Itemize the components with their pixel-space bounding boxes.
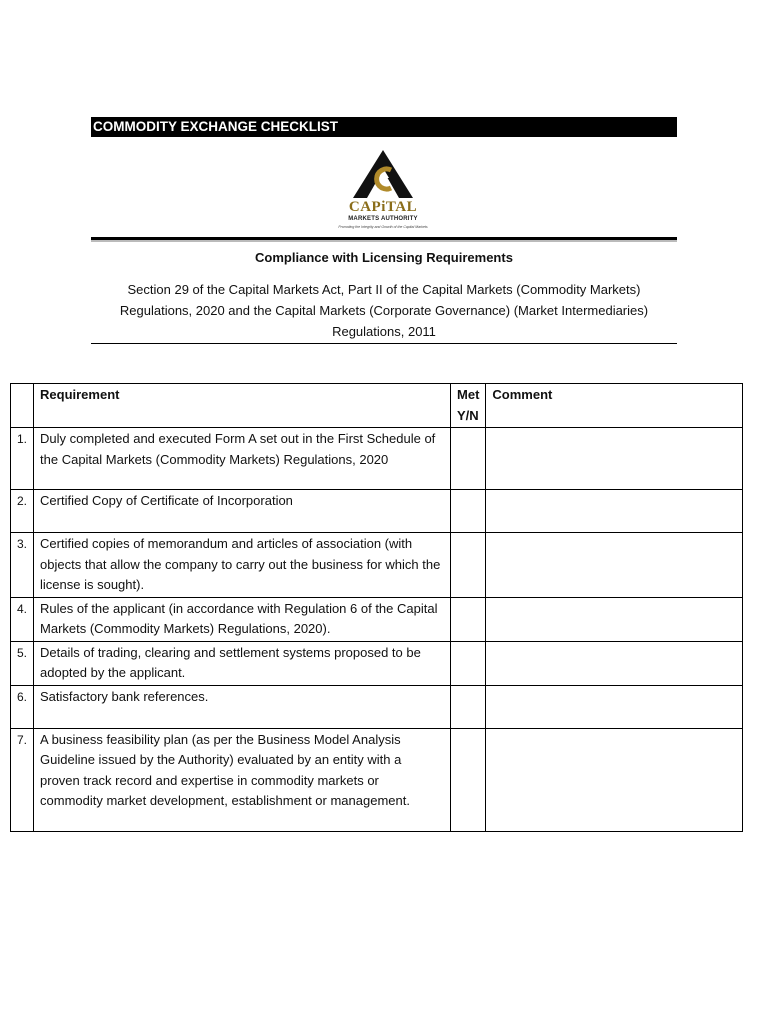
row-number: 2.	[11, 490, 34, 533]
row-requirement: Details of trading, clearing and settlement systems proposed to be adopted by the applicant.	[34, 641, 451, 685]
requirements-table	[10, 383, 743, 832]
row-met-cell[interactable]	[451, 728, 486, 831]
logo-subtitle: MARKETS AUTHORITY	[348, 216, 418, 222]
document-title: COMMODITY EXCHANGE CHECKLIST	[91, 117, 677, 137]
row-met-cell[interactable]	[451, 428, 486, 490]
row-comment-cell[interactable]	[486, 641, 743, 685]
section-subtitle: Section 29 of the Capital Markets Act, Part II of the Capital Markets (Commodity Markets) Regulations, 2020 and the Capital Markets (Corporate Governance) (Market Intermediaries) Regulations, 2011	[119, 282, 649, 339]
row-requirement: Certified Copy of Certificate of Incorporation	[34, 490, 451, 533]
row-met-cell[interactable]	[451, 597, 486, 641]
row-comment-cell[interactable]	[486, 728, 743, 831]
row-comment-cell[interactable]	[486, 597, 743, 641]
row-comment-cell[interactable]	[486, 490, 743, 533]
header-met: Met Y/N	[451, 384, 486, 428]
row-requirement: A business feasibility plan (as per the Business Model Analysis Guideline issued by the Authority) evaluated by an entity with a proven track record and expertise in commodity markets or commodity market development, establishment or management.	[34, 728, 451, 831]
header-requirement: Requirement	[34, 384, 451, 428]
row-met-cell[interactable]	[451, 641, 486, 685]
row-met-cell[interactable]	[451, 685, 486, 728]
row-requirement: Rules of the applicant (in accordance with Regulation 6 of the Capital Markets (Commodity Markets) Regulations, 2020).	[34, 597, 451, 641]
row-comment-cell[interactable]	[486, 533, 743, 598]
logo-motto: Promoting the Integrity and Growth of the Capital Markets	[338, 225, 428, 229]
row-requirement: Duly completed and executed Form A set out in the First Schedule of the Capital Markets (Commodity Markets) Regulations, 2020	[34, 428, 451, 490]
table-header-row	[11, 384, 743, 428]
row-met-cell[interactable]	[451, 533, 486, 598]
row-number: 5.	[11, 641, 34, 685]
row-requirement: Certified copies of memorandum and articles of association (with objects that allow the company to carry out the business for which the license is sought).	[34, 533, 451, 598]
table-row	[11, 597, 743, 641]
capital-markets-authority-logo	[333, 148, 433, 234]
divider-shadow	[91, 240, 677, 242]
row-comment-cell[interactable]	[486, 428, 743, 490]
table-row	[11, 685, 743, 728]
row-number: 4.	[11, 597, 34, 641]
row-comment-cell[interactable]	[486, 685, 743, 728]
table-row	[11, 428, 743, 490]
section-heading: Compliance with Licensing Requirements	[255, 250, 513, 265]
header-number	[11, 384, 34, 428]
table-row	[11, 641, 743, 685]
table-row	[11, 533, 743, 598]
table-row	[11, 490, 743, 533]
divider-bottom	[91, 343, 677, 344]
row-number: 6.	[11, 685, 34, 728]
table-row	[11, 728, 743, 831]
logo-wordmark: CAPiTAL	[348, 199, 418, 215]
logo-emblem-icon	[333, 148, 433, 200]
row-number: 3.	[11, 533, 34, 598]
row-number: 7.	[11, 728, 34, 831]
row-requirement: Satisfactory bank references.	[34, 685, 451, 728]
row-number: 1.	[11, 428, 34, 490]
header-comment: Comment	[486, 384, 743, 428]
row-met-cell[interactable]	[451, 490, 486, 533]
